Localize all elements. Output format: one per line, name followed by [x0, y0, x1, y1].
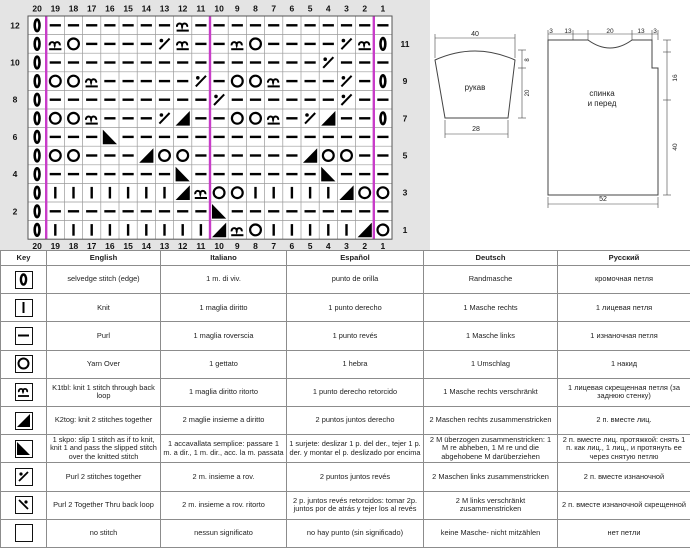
column-number: 4: [325, 241, 331, 250]
p2tog-icon: [15, 468, 33, 486]
knitting-chart: [0, 0, 430, 250]
column-number: 7: [271, 3, 277, 14]
column-number: 4: [325, 3, 331, 14]
row-number-left: 4: [12, 169, 18, 180]
p2tog-tbl-icon: [15, 496, 33, 514]
legend-espanol-cell: 1 hebra: [287, 350, 424, 378]
legend-english-cell: no stitch: [47, 519, 161, 547]
column-number: 2: [362, 241, 368, 250]
legend-espanol-cell: 1 surjete: deslizar 1 p. del der., tejer 1 p. der. y montar el p. deslizado por encima: [287, 435, 424, 463]
body-width: 52: [599, 196, 607, 203]
column-number: 20: [32, 3, 42, 14]
column-number: 19: [50, 3, 61, 14]
row-number-right: 9: [402, 76, 408, 87]
column-number: 5: [307, 241, 313, 250]
table-row: [1, 519, 690, 547]
legend-deutsch-cell: 1 Masche links: [424, 322, 558, 350]
table-row: [1, 266, 690, 294]
column-number: 14: [141, 241, 152, 250]
legend-italiano-cell: nessun significato: [161, 519, 287, 547]
legend-deutsch-cell: 2 M links verschränkt zusammenstricken: [424, 491, 558, 519]
legend-key-cell: [1, 294, 47, 322]
column-number: 5: [307, 3, 313, 14]
column-number: 9: [234, 241, 240, 250]
table-row: [1, 491, 690, 519]
legend-deutsch-cell: 2 Maschen rechts zusammenstricken: [424, 406, 558, 434]
table-row: [1, 322, 690, 350]
legend-key-cell: [1, 406, 47, 434]
yarn-over-icon: [15, 355, 33, 373]
legend-russkiy-cell: 1 лицевая скрещенная петля (за заднюю стенку): [558, 378, 690, 406]
column-number: 10: [214, 3, 224, 14]
legend-russkiy-cell: нет петли: [558, 519, 690, 547]
column-number: 11: [196, 241, 206, 250]
legend-key-cell: [1, 491, 47, 519]
legend-key-cell: [1, 350, 47, 378]
column-number: 18: [68, 241, 79, 250]
legend-header-row: [1, 251, 690, 266]
legend-espanol-cell: punto de orilla: [287, 266, 424, 294]
column-number: 6: [289, 3, 295, 14]
column-number: 12: [177, 3, 188, 14]
legend-key-cell: [1, 435, 47, 463]
legend-deutsch-cell: 2 Maschen links zusammenstricken: [424, 463, 558, 491]
legend-deutsch-cell: Randmasche: [424, 266, 558, 294]
column-number: 7: [271, 241, 277, 250]
legend-key-cell: [1, 378, 47, 406]
legend-english-cell: selvedge stitch (edge): [47, 266, 161, 294]
legend-italiano-cell: 2 maglie insieme a diritto: [161, 406, 287, 434]
header-key: Key: [1, 251, 47, 266]
body-label-line2: и перед: [587, 99, 617, 108]
legend-russkiy-cell: 2 п. вместе лиц. протяжкой: снять 1 п. как лиц., 1 лиц., и протянуть ее через снятую петлю: [558, 435, 690, 463]
legend-russkiy-cell: 1 накид: [558, 350, 690, 378]
sleeve-bottom-width: 28: [472, 126, 480, 133]
column-number: 16: [105, 3, 115, 14]
legend-espanol-cell: 2 puntos juntos derecho: [287, 406, 424, 434]
sleeve-top-width: 40: [471, 31, 479, 38]
column-number: 19: [50, 241, 61, 250]
sleeve-cap-height: 8: [525, 58, 531, 62]
body-neck-depth-right: 3: [653, 28, 657, 35]
legend-english-cell: Purl: [47, 322, 161, 350]
table-row: [1, 406, 690, 434]
legend-italiano-cell: 1 accavallata semplice: passare 1 m. a dir., 1 m. dir., acc. la m. passata: [161, 435, 287, 463]
legend-russkiy-cell: 1 изнаночная петля: [558, 322, 690, 350]
legend-table: [0, 250, 690, 548]
header-deutsch: Deutsch: [424, 251, 558, 266]
legend-deutsch-cell: keine Masche- nicht mitzählen: [424, 519, 558, 547]
legend-english-cell: Yarn Over: [47, 350, 161, 378]
column-number: 9: [234, 3, 240, 14]
purl-icon: [15, 327, 33, 345]
legend-key-cell: [1, 463, 47, 491]
legend-espanol-cell: no hay punto (sin significado): [287, 519, 424, 547]
column-number: 18: [68, 3, 79, 14]
table-row: [1, 350, 690, 378]
legend-espanol-cell: 2 p. juntos revés retorcidos: tomar 2p. juntos por de atrás y tejer los al revés: [287, 491, 424, 519]
column-number: 15: [123, 3, 133, 14]
column-number: 13: [159, 3, 170, 14]
body-side-length: 40: [672, 143, 679, 151]
column-number: 3: [344, 241, 349, 250]
garment-schema: [430, 0, 690, 250]
header-italiano: Italiano: [161, 251, 287, 266]
legend-espanol-cell: 2 puntos juntos revés: [287, 463, 424, 491]
row-number-left: 10: [10, 57, 20, 68]
column-number: 14: [141, 3, 152, 14]
no-stitch-icon: [15, 524, 33, 542]
column-number: 17: [86, 241, 97, 250]
legend-key-cell: [1, 519, 47, 547]
body-armhole-depth: 16: [672, 74, 679, 82]
skpo-icon: [15, 440, 33, 458]
column-number: 15: [123, 241, 133, 250]
column-number: 10: [214, 241, 224, 250]
legend-deutsch-cell: 1 Umschlag: [424, 350, 558, 378]
legend-english-cell: K1tbl: knit 1 stitch through back loop: [47, 378, 161, 406]
legend-italiano-cell: 1 maglia diritto: [161, 294, 287, 322]
row-number-right: 1: [402, 224, 408, 235]
column-number: 2: [362, 3, 368, 14]
body-outline: [548, 40, 658, 195]
row-number-left: 8: [12, 94, 18, 105]
legend-italiano-cell: 2 m. insieme a rov. ritorto: [161, 491, 287, 519]
column-number: 13: [159, 241, 170, 250]
legend-russkiy-cell: 2 п. вместе лиц.: [558, 406, 690, 434]
body-schema: [548, 30, 671, 208]
legend-deutsch-cell: 1 Masche rechts verschränkt: [424, 378, 558, 406]
sleeve-label: рукав: [464, 83, 486, 92]
header-russkiy: Русский: [558, 251, 690, 266]
column-number: 12: [177, 241, 188, 250]
legend-italiano-cell: 2 m. insieme a rov.: [161, 463, 287, 491]
column-number: 11: [196, 3, 206, 14]
legend-english-cell: 1 skpo: slip 1 stitch as if to knit, knit 1 and pass the slipped stitch over the knitted stitch: [47, 435, 161, 463]
body-label-line1: спинка: [589, 89, 615, 98]
header-english: English: [47, 251, 161, 266]
row-number-right: 5: [402, 150, 408, 161]
selvedge-icon: [15, 271, 33, 289]
legend-espanol-cell: 1 punto revés: [287, 322, 424, 350]
legend-english-cell: K2tog: knit 2 stitches together: [47, 406, 161, 434]
legend-key-cell: [1, 266, 47, 294]
legend-espanol-cell: 1 punto derecho: [287, 294, 424, 322]
column-number: 1: [380, 241, 386, 250]
legend-russkiy-cell: кромочная петля: [558, 266, 690, 294]
legend-italiano-cell: 1 m. di viv.: [161, 266, 287, 294]
column-number: 16: [105, 241, 115, 250]
legend-italiano-cell: 1 maglia diritto ritorto: [161, 378, 287, 406]
column-number: 6: [289, 241, 295, 250]
legend-russkiy-cell: 1 лицевая петля: [558, 294, 690, 322]
table-row: [1, 294, 690, 322]
legend-english-cell: Purl 2 stitches together: [47, 463, 161, 491]
legend-deutsch-cell: 1 Masche rechts: [424, 294, 558, 322]
body-shoulder-left: 13: [564, 28, 572, 35]
column-number: 8: [253, 241, 258, 250]
legend-russkiy-cell: 2 п. вместе изнаночной: [558, 463, 690, 491]
body-neck-width: 20: [606, 28, 614, 35]
knit-icon: [15, 299, 33, 317]
sleeve-length: 20: [525, 89, 531, 97]
row-number-right: 3: [402, 187, 408, 198]
body-neck-depth-left: 3: [549, 28, 553, 35]
legend-english-cell: Purl 2 Together Thru back loop: [47, 491, 161, 519]
k2tog-icon: [15, 412, 33, 430]
column-number: 17: [86, 3, 97, 14]
table-row: [1, 463, 690, 491]
legend-italiano-cell: 1 maglia roverscia: [161, 322, 287, 350]
column-number: 3: [344, 3, 349, 14]
row-number-right: 7: [402, 113, 408, 124]
table-row: [1, 435, 690, 463]
legend-espanol-cell: 1 punto derecho retorcido: [287, 378, 424, 406]
row-number-left: 6: [12, 131, 18, 142]
legend-italiano-cell: 1 gettato: [161, 350, 287, 378]
column-number: 1: [380, 3, 386, 14]
legend-key-cell: [1, 322, 47, 350]
k1tbl-icon: [15, 383, 33, 401]
body-shoulder-right: 13: [637, 28, 645, 35]
column-number: 8: [253, 3, 258, 14]
column-number: 20: [32, 241, 42, 250]
legend-russkiy-cell: 2 п. вместе изнаночной скрещенной: [558, 491, 690, 519]
row-number-left: 2: [12, 206, 18, 217]
row-number-left: 12: [10, 20, 20, 31]
header-espanol: Español: [287, 251, 424, 266]
table-row: [1, 378, 690, 406]
legend-deutsch-cell: 2 M überzogen zusammenstricken: 1 M re abheben, 1 M re und die abgehobene M darüberziehen: [424, 435, 558, 463]
legend-english-cell: Knit: [47, 294, 161, 322]
row-number-right: 11: [400, 38, 410, 49]
